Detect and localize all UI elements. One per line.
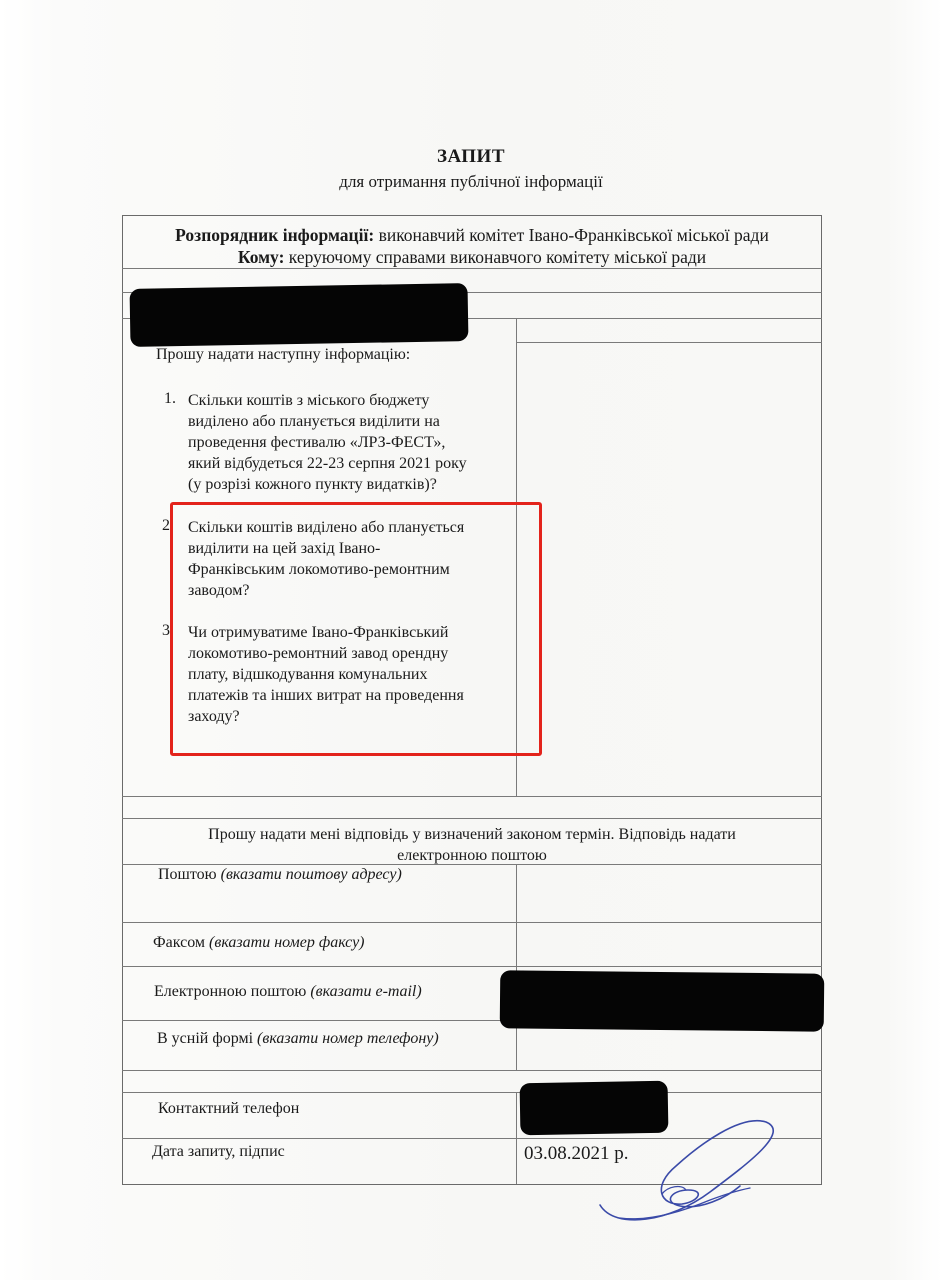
- manager-label: Розпорядник інформації:: [175, 225, 375, 245]
- question-1-number: 1.: [164, 390, 176, 407]
- question-1: Скільки коштів з міського бюджету виділено або планується виділити на проведення фестивалю «ЛРЗ-ФЕСТ», який відбудеться 22-23 серпня 2021 року (у розрізі кожного пункту видатків)?: [188, 392, 467, 493]
- method-fax: Факсом (вказати номер факсу): [153, 934, 365, 951]
- document-title: ЗАПИТ: [436, 146, 505, 167]
- grid-line: [122, 268, 822, 269]
- to-value: керуючому справами виконавчого комітету міської ради: [288, 247, 707, 267]
- manager-value: виконавчий комітет Івано-Франківської міської ради: [378, 225, 769, 245]
- grid-line: [122, 966, 822, 967]
- highlight-box: [170, 502, 542, 756]
- question-2-number: 2.: [162, 517, 174, 534]
- column-divider: [516, 1092, 517, 1184]
- grid-line: [122, 1092, 822, 1093]
- to-label: Кому:: [237, 247, 285, 267]
- request-date: 03.08.2021 р.: [524, 1143, 629, 1164]
- contact-phone-label: Контактний телефон: [158, 1100, 300, 1117]
- grid-line: [122, 922, 822, 923]
- response-note-line-1: Прошу надати мені відповідь у визначений законом термін. Відповідь надати: [208, 826, 736, 843]
- method-email: Електронною поштою (вказати e-mail): [154, 983, 422, 1000]
- to-row: [122, 247, 822, 268]
- document-subtitle: для отримання публічної інформації: [339, 172, 603, 191]
- question-3-number: 3.: [162, 622, 174, 639]
- grid-line: [122, 1070, 822, 1071]
- manager-row: [122, 225, 822, 246]
- grid-line: [122, 796, 822, 797]
- signature-scribble-icon: [590, 1110, 790, 1240]
- redacted-name: [130, 283, 469, 347]
- column-divider: [516, 864, 517, 1070]
- question-3: Чи отримуватиме Івано-Франківський локомотиво-ремонтний завод орендну плату, відшкодування комунальних платежів та інших витрат на проведення заходу?: [188, 624, 464, 725]
- method-oral: В усній формі (вказати номер телефону): [157, 1030, 439, 1047]
- grid-line: [122, 818, 822, 819]
- response-note-line-2: електронною поштою: [397, 847, 547, 864]
- request-intro: Прошу надати наступну інформацію:: [156, 346, 411, 363]
- redacted-email: [500, 970, 825, 1031]
- question-2: Скільки коштів виділено або планується виділити на цей захід Івано- Франківським локомотиво-ремонтним заводом?: [188, 519, 465, 599]
- date-label: Дата запиту, підпис: [152, 1143, 285, 1160]
- method-post: Поштою (вказати поштову адресу): [158, 866, 402, 883]
- grid-line: [516, 342, 822, 343]
